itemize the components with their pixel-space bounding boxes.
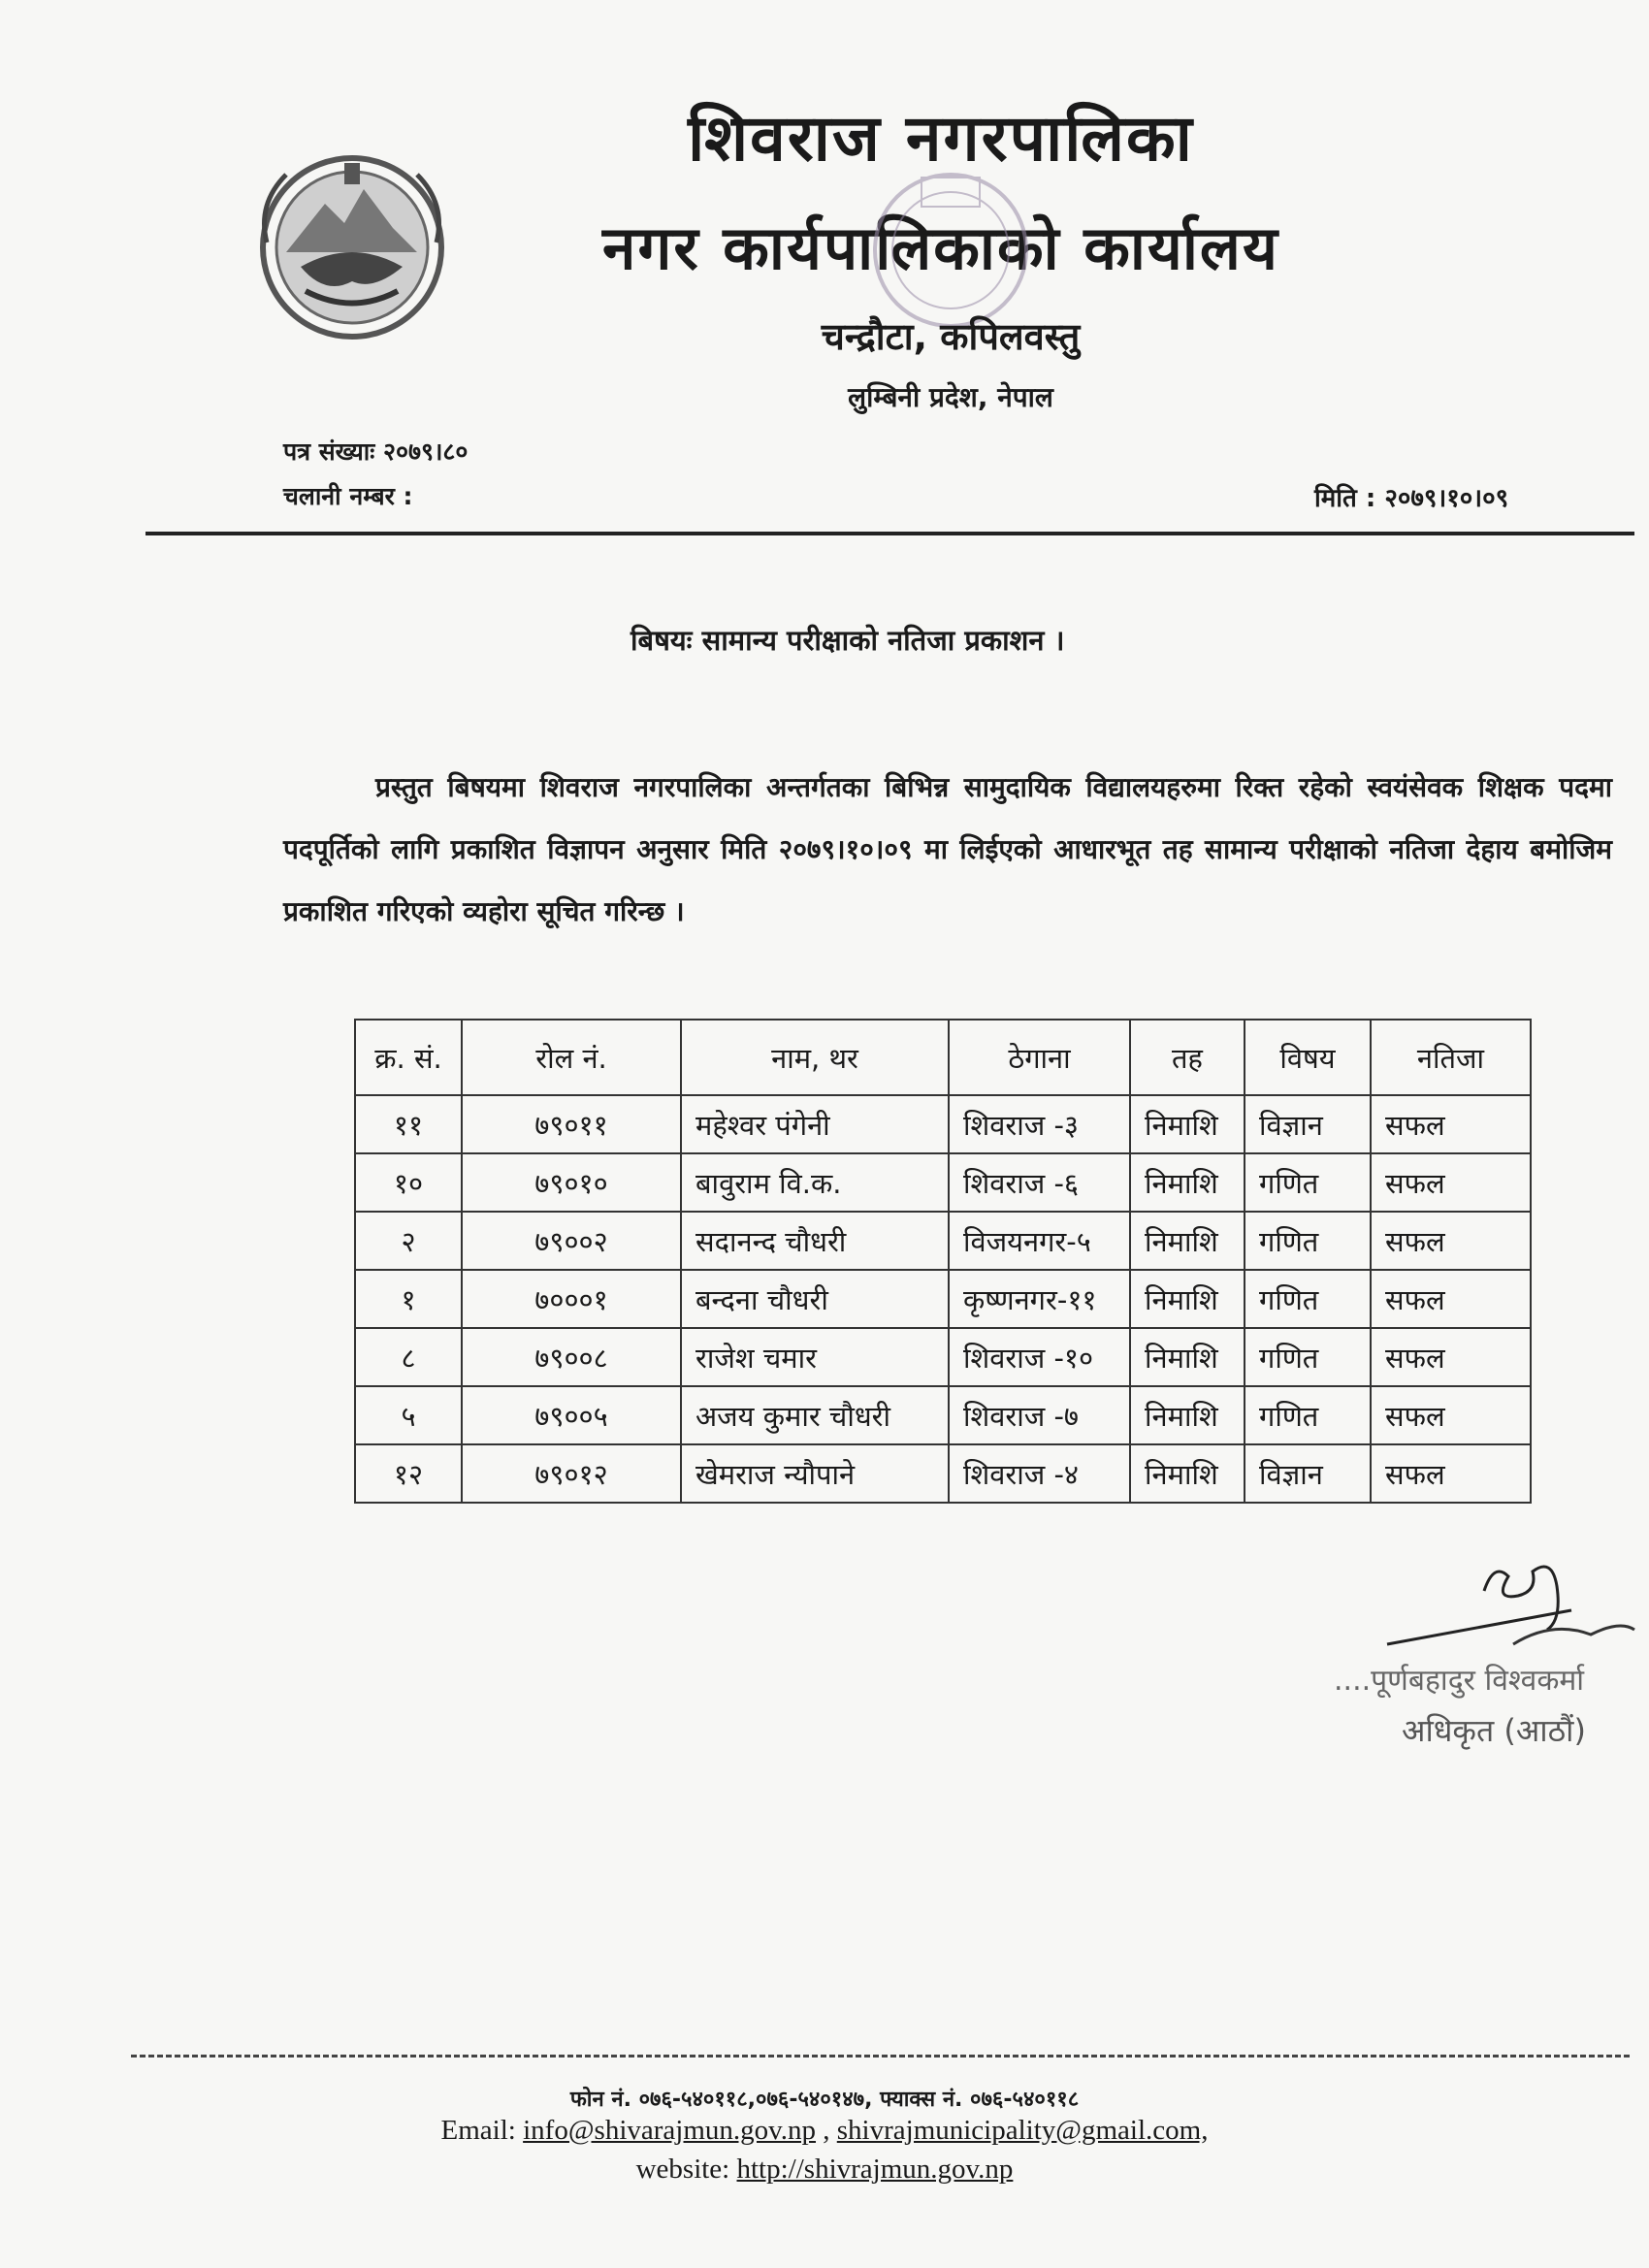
address-cell: शिवराज -६ — [949, 1153, 1130, 1212]
serial-cell: १ — [355, 1270, 462, 1328]
office-name: नगर कार्यपालिकाको कार्यालय — [602, 212, 1279, 283]
serial-cell: ८ — [355, 1328, 462, 1386]
table-row — [355, 1212, 1531, 1270]
result-cell: सफल — [1371, 1328, 1531, 1386]
column-header: तह — [1130, 1020, 1245, 1095]
letter-number: पत्र संख्याः २०७९।८० — [283, 437, 469, 466]
result-cell: सफल — [1371, 1212, 1531, 1270]
result-cell: सफल — [1371, 1270, 1531, 1328]
name-cell: बावुराम वि.क. — [681, 1153, 949, 1212]
level-cell: निमाशि — [1130, 1095, 1245, 1153]
letter-date: मिति : २०७९।१०।०९ — [1314, 484, 1509, 513]
address-cell: शिवराज -१० — [949, 1328, 1130, 1386]
name-cell: राजेश चमार — [681, 1328, 949, 1386]
results-table — [354, 1019, 1532, 1504]
address-cell: शिवराज -७ — [949, 1386, 1130, 1444]
table-header-row — [355, 1020, 1531, 1095]
signatory-name: ....पूर्णबहादुर विश्वकर्मा — [1334, 1664, 1585, 1698]
subject-line: बिषयः सामान्य परीक्षाको नतिजा प्रकाशन । — [630, 624, 1065, 657]
result-cell: सफल — [1371, 1095, 1531, 1153]
subject-cell: गणित — [1245, 1153, 1371, 1212]
website-label: website: — [635, 2154, 730, 2185]
table-row — [355, 1444, 1531, 1503]
table-row — [355, 1095, 1531, 1153]
roll-cell: ७९०१० — [462, 1153, 681, 1212]
email-link-1[interactable]: info@shivarajmun.gov.np — [523, 2115, 817, 2146]
column-header: नतिजा — [1371, 1020, 1531, 1095]
column-header: रोल नं. — [462, 1020, 681, 1095]
level-cell: निमाशि — [1130, 1444, 1245, 1503]
name-cell: अजय कुमार चौधरी — [681, 1386, 949, 1444]
roll-cell: ७९००५ — [462, 1386, 681, 1444]
dispatch-number: चलानी नम्बर : — [283, 482, 413, 510]
level-cell: निमाशि — [1130, 1212, 1245, 1270]
table-row — [355, 1328, 1531, 1386]
footer-website — [0, 2154, 1649, 2186]
address-cell: विजयनगर-५ — [949, 1212, 1130, 1270]
subject-cell: गणित — [1245, 1270, 1371, 1328]
name-cell: खेमराज न्यौपाने — [681, 1444, 949, 1503]
header-divider — [146, 532, 1634, 535]
roll-cell: ७०००१ — [462, 1270, 681, 1328]
footer-phone: फोन नं. ०७६-५४०११८,०७६-५४०१४७, फ्याक्स नं. ०७६-५४०११८ — [569, 2088, 1080, 2112]
subject-cell: विज्ञान — [1245, 1095, 1371, 1153]
website-link[interactable]: http://shivrajmun.gov.np — [736, 2154, 1014, 2185]
body-text: प्रस्तुत बिषयमा शिवराज नगरपालिका अन्तर्गतका बिभिन्न सामुदायिक विद्यालयहरुमा रिक्त रहेको स्वयंसेवक शिक्षक पदमा पदपूर्तिको लागि प्रकाशित विज्ञापन अनुसार मिति २०७९।१०।०९ मा लिईएको आधारभूत तह सामान्य परीक्षाको नतिजा देहाय बमोजिम प्रकाशित गरिएको व्यहोरा सूचित गरिन्छ । — [283, 771, 1612, 927]
email-link-2[interactable]: shivrajmunicipality@gmail.com, — [836, 2115, 1209, 2146]
address-line-1: चन्द्रौटा, कपिलवस्तु — [821, 315, 1081, 358]
result-cell: सफल — [1371, 1444, 1531, 1503]
address-line-2: लुम्बिनी प्रदेश, नेपाल — [848, 381, 1053, 413]
name-cell: सदानन्द चौधरी — [681, 1212, 949, 1270]
subject-cell: विज्ञान — [1245, 1444, 1371, 1503]
roll-cell: ७९०११ — [462, 1095, 681, 1153]
roll-cell: ७९००२ — [462, 1212, 681, 1270]
table-row — [355, 1153, 1531, 1212]
organization-name: शिवराज नगरपालिका — [688, 101, 1194, 176]
column-header: ठेगाना — [949, 1020, 1130, 1095]
result-cell: सफल — [1371, 1153, 1531, 1212]
address-cell: शिवराज -३ — [949, 1095, 1130, 1153]
serial-cell: १२ — [355, 1444, 462, 1503]
roll-cell: ७९०१२ — [462, 1444, 681, 1503]
email-separator: , — [823, 2115, 837, 2146]
address-cell: कृष्णनगर-११ — [949, 1270, 1130, 1328]
roll-cell: ७९००८ — [462, 1328, 681, 1386]
column-header: विषय — [1245, 1020, 1371, 1095]
table-row — [355, 1386, 1531, 1444]
level-cell: निमाशि — [1130, 1386, 1245, 1444]
nepal-emblem-icon — [247, 146, 456, 344]
subject-cell: गणित — [1245, 1212, 1371, 1270]
address-cell: शिवराज -४ — [949, 1444, 1130, 1503]
serial-cell: ५ — [355, 1386, 462, 1444]
subject-cell: गणित — [1245, 1386, 1371, 1444]
result-cell: सफल — [1371, 1386, 1531, 1444]
table-row — [355, 1270, 1531, 1328]
column-header: क्र. सं. — [355, 1020, 462, 1095]
level-cell: निमाशि — [1130, 1270, 1245, 1328]
column-header: नाम, थर — [681, 1020, 949, 1095]
footer-divider — [131, 2055, 1630, 2057]
level-cell: निमाशि — [1130, 1328, 1245, 1386]
name-cell: बन्दना चौधरी — [681, 1270, 949, 1328]
serial-cell: १० — [355, 1153, 462, 1212]
name-cell: महेश्वर पंगेनी — [681, 1095, 949, 1153]
serial-cell: ११ — [355, 1095, 462, 1153]
level-cell: निमाशि — [1130, 1153, 1245, 1212]
body-paragraph — [283, 757, 1612, 943]
email-label: Email: — [440, 2115, 516, 2146]
signatory-title: अधिकृत (आठौं) — [1402, 1712, 1586, 1749]
subject-cell: गणित — [1245, 1328, 1371, 1386]
footer-email — [0, 2115, 1649, 2147]
serial-cell: २ — [355, 1212, 462, 1270]
